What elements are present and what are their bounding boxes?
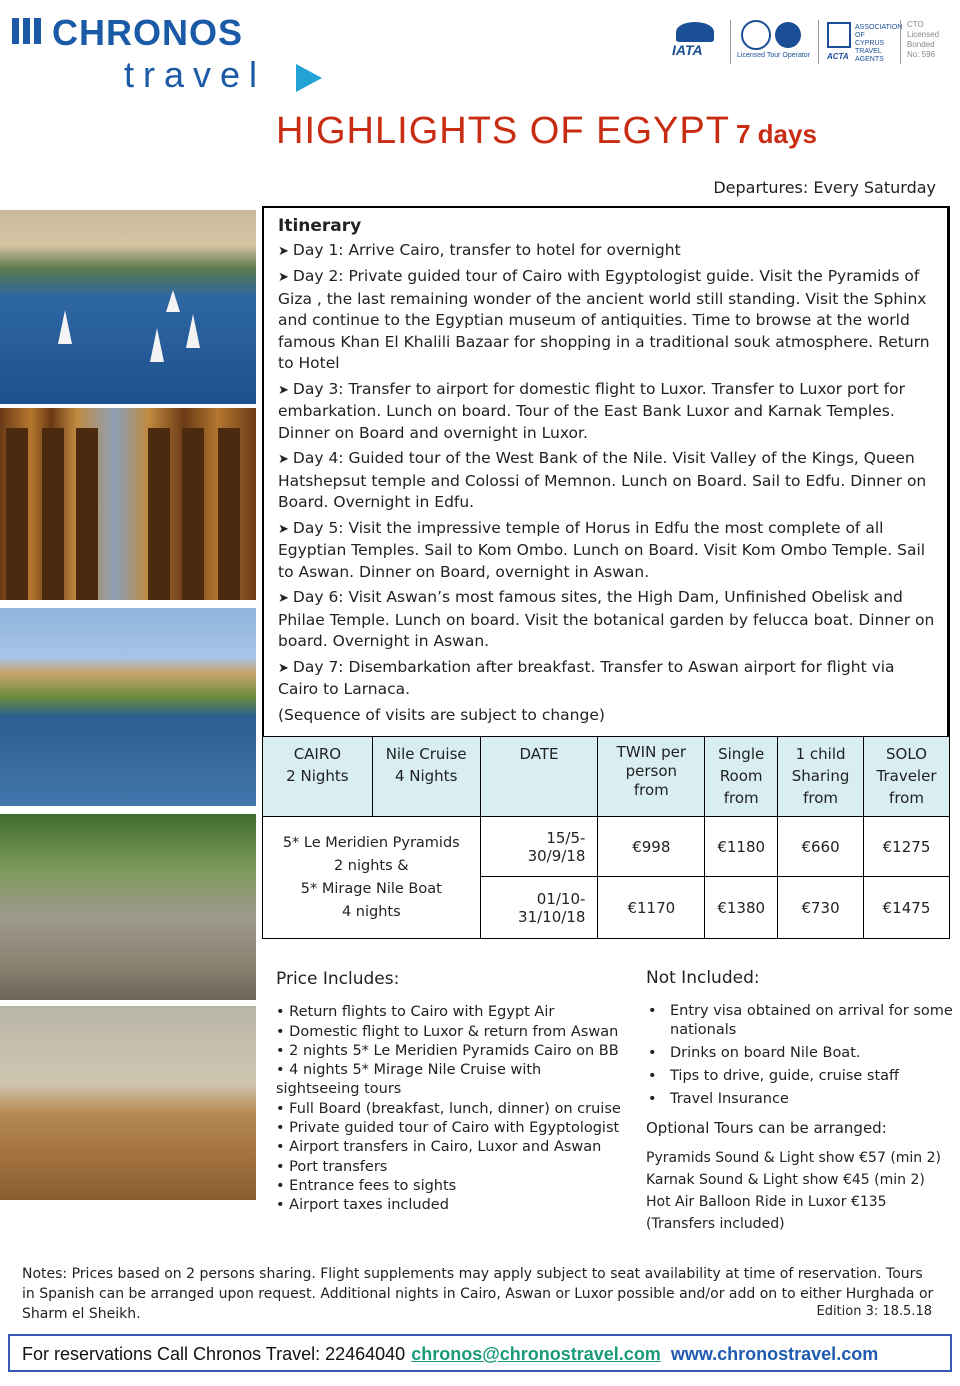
photo-luxor-temple-columns <box>0 408 256 600</box>
edition: Edition 3: 18.5.18 <box>816 1304 932 1319</box>
header-line: from <box>803 789 839 807</box>
acta-text: ASSOCIATION OF CYPRUS TRAVEL AGENTS <box>855 24 903 63</box>
day-text: Day 4: Guided tour of the West Bank of the Nile. Visit Valley of the Kings, Queen Hatshepsut temple and Colossi of Memnon. Lunch on Board. Sail to Edfu. Dinner on Board. Overnight in Edfu. <box>278 449 927 511</box>
date-line: 31/10/18 <box>518 907 586 926</box>
table-row <box>263 817 950 877</box>
itinerary-heading: Itinerary <box>278 216 362 236</box>
twin-price: €1170 <box>598 877 705 939</box>
header-line: Traveler <box>876 767 937 785</box>
list-item: • Entrance fees to sights <box>276 1177 457 1194</box>
itinerary-day <box>278 657 935 701</box>
list-item: • Airport taxes included <box>276 1197 449 1214</box>
itinerary-day <box>278 448 935 514</box>
child-price: €660 <box>778 817 864 877</box>
list-item: • 4 nights 5* Mirage Nile Cruise with sightseeing tours <box>276 1062 542 1098</box>
hotel-line: 5* Mirage Nile Boat <box>300 880 442 897</box>
header-line: Single <box>718 745 765 763</box>
footer-text: For reservations Call Chronos Travel: 22464040 <box>22 1344 406 1364</box>
notes: Notes: Prices based on 2 persons sharing. Flight supplements may apply subject to seat availability at time of reservation. Tours in Spanish can be arranged upon request. Additional nights in Cairo, Aswan or Luxor possible and/or add on to either Hurghada or Sharm el Sheikh. <box>22 1266 934 1322</box>
single-price: €1380 <box>705 877 778 939</box>
itinerary-day <box>278 266 935 375</box>
hotel-cell <box>263 817 481 939</box>
header-solo <box>864 737 950 817</box>
date-line: 01/10- <box>536 889 586 908</box>
cto-line: Bonded <box>907 40 935 49</box>
logo-bars-icon <box>12 18 41 44</box>
day-text: Day 2: Private guided tour of Cairo with Egyptologist guide. Visit the Pyramids of Giza , the last remaining wonder of the ancient world still standing. Visit the Sphinx and continue to the Egyptian museum of antiquities. Time to browse at the world famous Khan El Khalili Bazaar for shopping in a traditional souk atmosphere. Return to Hotel <box>278 267 930 372</box>
hotel-line: 5* Le Meridien Pyramids <box>282 834 460 851</box>
list-item: • Entry visa obtained on arrival for some nationals <box>646 1002 956 1040</box>
logo-sub: travel <box>124 54 267 95</box>
date-line: 30/9/18 <box>527 846 586 865</box>
cto-license <box>900 20 953 64</box>
logo-arrow-icon <box>296 64 322 92</box>
child-price: €730 <box>778 877 864 939</box>
cto-line: No: 596 <box>907 50 936 59</box>
itinerary-day <box>278 587 935 653</box>
arrow-bullet-icon: ➤ <box>278 591 289 606</box>
website-link[interactable]: www.chronostravel.com <box>670 1344 879 1364</box>
header-line: Sharing <box>791 767 850 785</box>
title-main: HIGHLIGHTS OF EGYPT <box>276 110 730 152</box>
header-line: 2 Nights <box>286 767 349 785</box>
not-included-title: Not Included: <box>646 968 760 988</box>
header-line: CAIRO <box>293 745 342 763</box>
itinerary-day <box>278 518 935 584</box>
list-item: • Port transfers <box>276 1158 388 1175</box>
list-item: • 2 nights 5* Le Meridien Pyramids Cairo on BB <box>276 1042 619 1059</box>
itinerary-day <box>278 240 935 263</box>
list-item: • Domestic flight to Luxor & return from Aswan <box>276 1023 619 1040</box>
header-date <box>480 737 598 817</box>
optional-tours-title: Optional Tours can be arranged: <box>646 1119 887 1137</box>
hotel-line: 4 nights <box>341 903 401 920</box>
itinerary-day <box>278 379 935 445</box>
not-included-list <box>646 1002 956 1109</box>
header-single <box>705 737 778 817</box>
arrow-bullet-icon: ➤ <box>278 243 289 259</box>
header-line: from <box>723 789 759 807</box>
hotel-line: 2 nights & <box>333 857 409 874</box>
header-twin <box>598 737 705 817</box>
title-days: 7 days <box>735 119 817 149</box>
accreditation-badges <box>668 20 953 64</box>
acta-label: ACTA <box>827 52 849 61</box>
plane-emblem-icon <box>775 22 801 48</box>
date-line: 15/5- <box>546 828 586 847</box>
chronos-logo <box>12 12 332 95</box>
price-includes <box>276 970 626 1216</box>
reservation-footer <box>8 1334 952 1372</box>
list-item: • Private guided tour of Cairo with Egyptologist <box>276 1120 620 1137</box>
globe-icon <box>676 22 714 42</box>
arrow-bullet-icon: ➤ <box>278 521 289 537</box>
table-header-row <box>263 737 950 817</box>
arrow-bullet-icon: ➤ <box>278 660 289 676</box>
photo-aswan-nile-feluccas <box>0 210 256 404</box>
header-line: from <box>633 781 669 799</box>
itinerary-note: (Sequence of visits are subject to change) <box>278 705 605 724</box>
header-line: Room <box>719 767 763 785</box>
arrow-bullet-icon: ➤ <box>278 270 289 285</box>
day-text: Day 6: Visit Aswan’s most famous sites, the High Dam, Unfinished Obelisk and Philae Temple. Lunch on board. Visit the botanical garden by felucca boat. Dinner on board. Overnight in Aswan. <box>278 588 935 650</box>
header-cairo <box>263 737 373 817</box>
iata-label: IATA <box>672 42 703 58</box>
arrow-bullet-icon: ➤ <box>278 452 289 467</box>
solo-price: €1275 <box>864 817 950 877</box>
header-line: TWIN per <box>616 743 686 761</box>
itinerary-box <box>262 206 950 746</box>
day-text: Day 1: Arrive Cairo, transfer to hotel for overnight <box>292 240 681 259</box>
list-item: • Travel Insurance <box>646 1090 956 1109</box>
list-item: • Drinks on board Nile Boat. <box>646 1044 956 1063</box>
seal-icon <box>741 20 771 50</box>
licensed-tour-operator-logo <box>730 20 811 64</box>
acta-logo <box>818 20 903 64</box>
header-line: person <box>625 762 678 780</box>
photo-horse-carriage <box>0 814 256 1000</box>
optional-tour: Pyramids Sound & Light show €57 (min 2) <box>646 1150 941 1166</box>
header-line: 1 child <box>795 745 846 763</box>
cto-line: CTO <box>907 20 924 29</box>
includes-title: Price Includes: <box>276 969 400 989</box>
optional-tour: Karnak Sound & Light show €45 (min 2) <box>646 1172 925 1188</box>
price-table <box>262 736 950 939</box>
solo-price: €1475 <box>864 877 950 939</box>
twin-price: €998 <box>598 817 705 877</box>
header-line: SOLO <box>886 745 927 763</box>
header-line: from <box>889 789 924 807</box>
header-child <box>778 737 864 817</box>
header-line: Nile Cruise <box>385 745 467 763</box>
optional-tour: Hot Air Balloon Ride in Luxor €135 <box>646 1194 887 1210</box>
email-link[interactable]: chronos@chronostravel.com <box>411 1344 661 1364</box>
page-title <box>276 110 817 153</box>
single-price: €1180 <box>705 817 778 877</box>
acta-emblem-icon <box>827 22 851 48</box>
list-item: • Full Board (breakfast, lunch, dinner) on cruise <box>276 1100 621 1117</box>
photo-philae-temple <box>0 608 256 806</box>
day-text: Day 3: Transfer to airport for domestic flight to Luxor. Transfer to Luxor port for embarkation. Lunch on board. Tour of the East Bank Luxor and Karnak Temples. Dinner on Board and overnight in Luxor. <box>278 379 905 442</box>
photo-sphinx <box>0 1006 256 1200</box>
list-item: • Return flights to Cairo with Egypt Air <box>276 1004 555 1021</box>
list-item: • Tips to drive, guide, cruise staff <box>646 1067 956 1086</box>
date-cell <box>480 817 598 877</box>
day-text: Day 5: Visit the impressive temple of Horus in Edfu the most complete of all Egyptian Temples. Sail to Kom Ombo. Lunch on Board. Visit Kom Ombo Temple. Sail to Aswan. Dinner on Board, overnight in Aswan. <box>278 518 926 581</box>
header-line: DATE <box>519 745 559 763</box>
list-item: • Airport transfers in Cairo, Luxor and Aswan <box>276 1139 602 1156</box>
cto-line: Licensed <box>907 30 940 39</box>
header-line: 4 Nights <box>394 767 458 785</box>
header-nile-cruise <box>372 737 480 817</box>
logo-name: CHRONOS <box>52 12 244 53</box>
optional-tour: (Transfers included) <box>646 1216 785 1232</box>
day-text: Day 7: Disembarkation after breakfast. Transfer to Aswan airport for flight via Cairo to Larnaca. <box>278 657 895 698</box>
not-included <box>646 968 956 1235</box>
lto-label: Licensed Tour Operator <box>737 52 811 59</box>
departures: Departures: Every Saturday <box>713 178 936 197</box>
iata-logo <box>668 20 722 64</box>
date-cell <box>480 877 598 939</box>
includes-list <box>276 1003 626 1215</box>
arrow-bullet-icon: ➤ <box>278 382 289 398</box>
